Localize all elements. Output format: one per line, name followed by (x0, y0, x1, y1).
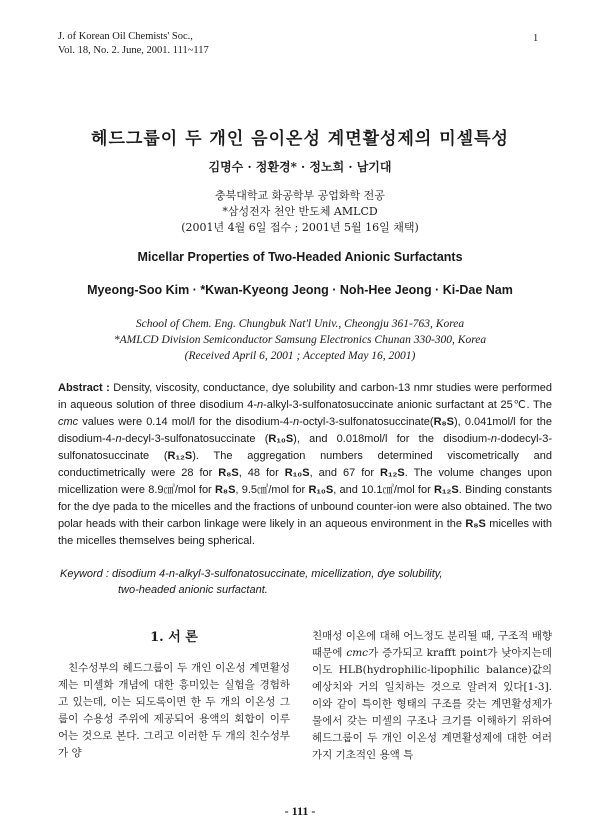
abstract-compound: R₁₂S (167, 450, 193, 462)
title-english: Micellar Properties of Two-Headed Anionic Surfactants (137, 250, 463, 264)
affiliation-english-line-1: School of Chem. Eng. Chungbuk Nat'l Univ., Cheongju 361-763, Korea (135, 318, 465, 330)
journal-line-2: Vol. 18, No. 2. June, 2001. 111~117 (58, 45, 209, 56)
abstract-text: , 48 for (238, 467, 285, 479)
abstract-compound: R₁₀S (308, 484, 334, 496)
abstract-text: . The volume changes upon micellization were 8.9㎤/mol for (58, 467, 552, 496)
authors-korean: 김명수 · 정환경* · 정노희 · 남기대 (208, 160, 392, 174)
abstract (58, 380, 552, 550)
keyword-label: Keyword : (60, 568, 109, 580)
body-italic: cmc (346, 647, 369, 659)
abstract-compound: R₁₂S (433, 484, 459, 496)
affiliation-korean-line-3: (2001년 4월 6일 접수 ; 2001년 5월 16일 채택) (181, 221, 419, 234)
abstract-text: -dodecyl-3-sulfonatosuccinate ( (58, 433, 553, 462)
abstract-text: . Binding constants for the dye pada to the micelles and the fractions of unbound counter-ion were also obtained. The two polar heads with their carbon linkage were likely in an aqueous environment in the (58, 484, 552, 530)
body-text: 친매성 이온에 대해 어느정도 분리될 때, 구조적 배향 때문에 (312, 630, 552, 659)
abstract-text: , and 67 for (309, 467, 381, 479)
body-text: 가 증가되고 krafft point가 낮아지는데 이도 HLB(hydrophilic-lipophilic balance)값의 예상치와 거의 일치하는 것으로 알려져 있다[1-3]. 이와 같이 특이한 형태의 구조를 갖는 계면활성제가 물에서 갖는 미셀의 구조나 크기를 이해하기 위하여 헤드그룹이 두 개인 이온성 계면활성제에 대한 여러 가지 기초적인 용액 특 (312, 647, 552, 761)
abstract-text: , and 10.1㎤/mol for (333, 484, 434, 496)
journal-line-1: J. of Korean Oil Chemists' Soc., (58, 31, 193, 42)
abstract-compound: R₁₀S (284, 467, 310, 479)
keyword-text-1: disodium 4-n-alkyl-3-sulfonatosuccinate, micellization, dye solubility, (108, 568, 443, 580)
abstract-label: Abstract : (58, 382, 110, 394)
section-title-introduction: 1. 서 론 (150, 630, 198, 645)
abstract-text: ). The aggregation numbers determined viscometrically and conductimetrically were 28 for (58, 450, 552, 479)
abstract-text: ), 0.041mol/l for the disodium-4- (58, 416, 552, 445)
abstract-text: -octyl-3-sulfonatosuccinate( (299, 416, 434, 428)
abstract-compound: R₁₂S (380, 467, 405, 479)
abstract-italic: cmc (58, 416, 79, 428)
abstract-text: , 9.5㎤/mol for (235, 484, 309, 496)
abstract-text: values were 0.14 mol/l for the disodium-4- (78, 416, 293, 428)
header-page-number: 1 (533, 33, 539, 44)
abstract-compound: R₈S (433, 416, 455, 428)
keywords (60, 566, 554, 598)
abstract-compound: R₈S (214, 484, 236, 496)
abstract-text: Density, viscosity, conductance, dye solubility and carbon-13 nmr studies were performed in aqueous solution of three disodium 4- (58, 382, 553, 411)
abstract-text: -alkyl-3-sulfonatosuccinate anionic surfactant at 25℃. The (263, 399, 552, 411)
title-korean: 헤드그룹이 두 개인 음이온성 계면활성제의 미셀특성 (91, 129, 509, 149)
affiliation-korean-line-1: 충북대학교 화공학부 공업화학 전공 (215, 189, 385, 202)
footer-page-number: - 111 - (284, 804, 316, 818)
authors-english: Myeong-Soo Kim · *Kwan-Kyeong Jeong · Noh-Hee Jeong · Ki-Dae Nam (87, 283, 513, 297)
affiliation-english-line-3: (Received April 6, 2001 ; Accepted May 16, 2001) (184, 350, 416, 362)
abstract-italic: n (490, 433, 497, 445)
affiliation-english (0, 316, 600, 364)
keyword-text-2: two-headed anionic surfactant. (118, 584, 268, 596)
affiliation-korean (0, 188, 600, 236)
affiliation-english-line-2: *AMLCD Division Semiconductor Samsung Electronics Chunan 330-300, Korea (113, 334, 487, 346)
abstract-compound: R₈S (465, 518, 486, 530)
abstract-compound: R₈S (218, 467, 239, 479)
body-column-left: 친수성부의 헤드그룹이 두 개인 이온성 계면활성제는 미셀화 개념에 대한 흥미있는 실험을 경험하고 있는데, 이는 되도록이면 한 두 개의 이온성 그룹이 수용성 주위에 제공되어 용액의 회합이 이루어는 것으로 본다. 그리고 이러한 두 개의 친수성부가 양 (58, 662, 290, 759)
abstract-italic: n (292, 416, 300, 428)
abstract-text: ), and 0.018mol/l for the disodium- (293, 433, 491, 445)
abstract-compound: R₁₀S (268, 433, 294, 445)
abstract-italic: n (115, 433, 122, 445)
abstract-text: -decyl-3-sulfonatosuccinate ( (121, 433, 269, 445)
affiliation-korean-line-2: *삼성전자 천안 반도체 AMLCD (222, 205, 378, 218)
body-column-right (312, 628, 552, 764)
abstract-italic: n (257, 399, 264, 411)
journal-citation (58, 30, 209, 58)
abstract-text: micelles with the micelles themselves being spherical. (58, 518, 552, 547)
